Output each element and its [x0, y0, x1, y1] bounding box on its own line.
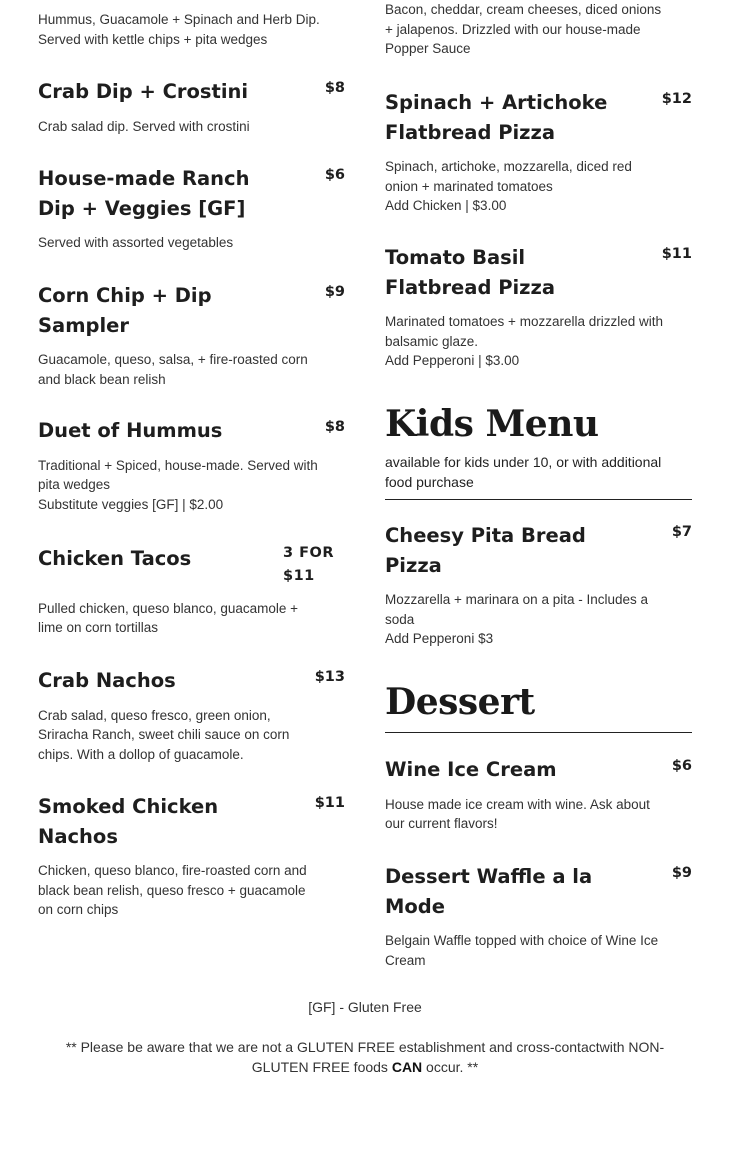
- item-price: $9: [324, 284, 345, 300]
- item-name: Spinach + Artichoke Flatbread Pizza: [385, 91, 608, 144]
- intro-description: [38, 10, 358, 49]
- warning-line-2-post: occur. **: [422, 1059, 479, 1075]
- item-price: $11: [661, 246, 692, 262]
- desc-line: Hummus, Guacamole + Spinach and Herb Dip.: [38, 12, 320, 27]
- section-title-dessert: Dessert: [385, 681, 535, 723]
- kids-menu-section: [385, 402, 692, 500]
- kids-menu-note: available for kids under 10, or with additional food purchase: [385, 454, 662, 490]
- item-description: Crab salad, queso fresco, green onion, Sriracha Ranch, sweet chili sauce on corn chips. With a dollop of guacamole.: [38, 707, 290, 762]
- intro-description: Bacon, cheddar, cream cheeses, diced onions + jalapenos. Drizzled with our house-made Popper Sauce: [385, 2, 662, 57]
- menu-item-wine-ice-cream: [385, 755, 692, 834]
- gf-note: [GF] - Gluten Free: [308, 999, 422, 1015]
- item-price: $7: [671, 524, 692, 540]
- menu-item-duet-of-hummus: [38, 416, 345, 514]
- item-description: Spinach, artichoke, mozzarella, diced red onion + marinated tomatoes Add Chicken | $3.00: [385, 159, 632, 214]
- item-price: $8: [324, 80, 345, 96]
- item-name: Corn Chip + Dip Sampler: [38, 284, 212, 337]
- item-name: Cheesy Pita Bread Pizza: [385, 524, 586, 577]
- item-price: $6: [324, 167, 345, 183]
- item-price: 3 FOR $11: [283, 545, 335, 584]
- item-name: Chicken Tacos: [38, 547, 192, 570]
- item-name: Crab Nachos: [38, 669, 176, 692]
- menu-item-dessert-waffle: [385, 862, 692, 970]
- item-description: Chicken, queso blanco, fire-roasted corn and black bean relish, queso fresco + guacamole on corn chips: [38, 863, 307, 918]
- gluten-free-warning: [40, 1037, 690, 1077]
- item-description: Marinated tomatoes + mozzarella drizzled with balsamic glaze. Add Pepperoni | $3.00: [385, 314, 663, 369]
- desc-line: Served with kettle chips + pita wedges: [38, 31, 268, 47]
- item-price: $12: [661, 91, 692, 107]
- item-description: Belgain Waffle topped with choice of Wine Ice Cream: [385, 933, 659, 968]
- item-name: House-made Ranch Dip + Veggies [GF]: [38, 167, 250, 220]
- menu-item-ranch-dip: [38, 164, 345, 253]
- menu-item-smoked-chicken-nachos: [38, 792, 345, 920]
- item-name: Duet of Hummus: [38, 419, 223, 442]
- item-name: Wine Ice Cream: [385, 758, 557, 781]
- item-description: Mozzarella + marinara on a pita - Includes a soda Add Pepperoni $3: [385, 592, 649, 647]
- section-title-kids-menu: Kids Menu: [385, 403, 599, 445]
- warning-line-1: ** Please be aware that we are not a GLUTEN FREE establishment and cross-contactwith NON-: [65, 1039, 665, 1055]
- menu-item-cheesy-pita-pizza: [385, 521, 692, 649]
- item-name: Crab Dip + Crostini: [38, 80, 249, 103]
- item-description: Crab salad dip. Served with crostini: [38, 118, 250, 134]
- item-description: Guacamole, queso, salsa, + fire-roasted corn and black bean relish: [38, 352, 308, 387]
- warning-line-2-pre: GLUTEN FREE foods: [251, 1059, 392, 1075]
- menu-item-crab-dip: [38, 77, 345, 136]
- item-description: Served with assorted vegetables: [38, 235, 234, 250]
- item-description: Traditional + Spiced, house-made. Served with pita wedges Substitute veggies [GF] | $2.00: [38, 457, 318, 512]
- menu-item-spinach-artichoke-pizza: [385, 88, 692, 216]
- item-name: Tomato Basil Flatbread Pizza: [385, 246, 556, 299]
- item-price: $13: [314, 669, 345, 685]
- gluten-free-legend: [40, 997, 690, 1017]
- warning-emphasis: CAN: [391, 1059, 423, 1075]
- item-price: $8: [324, 419, 345, 435]
- menu-item-tomato-basil-pizza: [385, 243, 692, 371]
- menu-item-crab-nachos: [38, 666, 345, 764]
- section-divider: [385, 499, 692, 500]
- item-price: $9: [671, 865, 692, 881]
- item-description: House made ice cream with wine. Ask about our current flavors!: [385, 796, 650, 832]
- menu-item-chicken-tacos: [38, 544, 345, 638]
- item-name: Smoked Chicken Nachos: [38, 795, 219, 848]
- section-divider: [385, 732, 692, 733]
- item-name: Dessert Waffle a la Mode: [385, 865, 593, 918]
- item-description: Pulled chicken, queso blanco, guacamole + lime on corn tortillas: [38, 600, 299, 636]
- dessert-section: [385, 680, 692, 733]
- menu-item-corn-chip-sampler: [38, 281, 345, 389]
- item-price: $6: [671, 758, 692, 774]
- item-price: $11: [314, 795, 345, 811]
